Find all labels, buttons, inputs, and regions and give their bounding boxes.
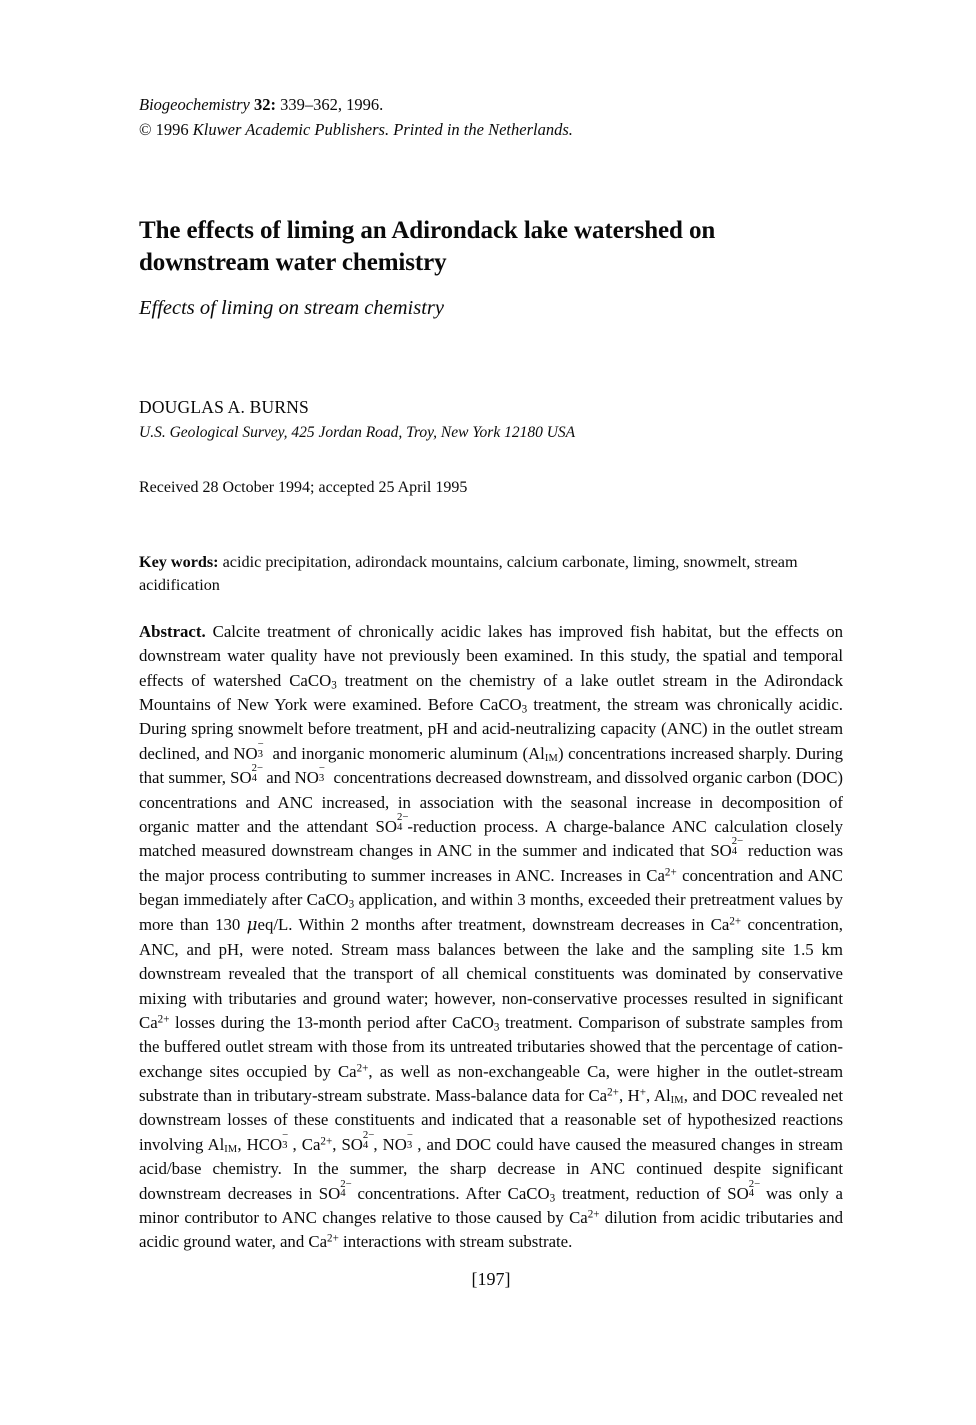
copyright-line [139, 117, 843, 142]
keywords-list: acidic precipitation, adirondack mountains, calcium carbonate, liming, snowmelt, stream acidification [139, 553, 798, 595]
abstract-label: Abstract. [139, 621, 206, 641]
title-block [139, 215, 843, 321]
copyright-year: 1996 [155, 120, 189, 140]
abstract-section [139, 620, 843, 1255]
author-name: DOUGLAS A. BURNS [139, 397, 309, 418]
publisher-name: Kluwer Academic Publishers. [192, 120, 390, 140]
journal-pages: 339–362, 1996. [280, 95, 384, 114]
journal-header [139, 92, 843, 142]
received-accepted-dates: Received 28 October 1994; accepted 25 April 1995 [139, 478, 468, 496]
author-block [139, 396, 843, 499]
journal-citation-line [139, 92, 843, 117]
keywords-label: Key words: [139, 553, 219, 571]
journal-volume: 32: [254, 95, 277, 114]
page-number-marker: [197] [471, 1268, 511, 1289]
copyright-icon: © [139, 120, 152, 140]
document-page [139, 0, 843, 1290]
printed-in-note: Printed in the Netherlands. [393, 120, 573, 140]
abstract-body: Calcite treatment of chronically acidic lakes has improved fish habitat, but the effects on downstream water quality have not previously been examined. In this study, the spatial and temporal effects of watershed CaCO$_3$ treatment on the chemistry of a lake outlet stream in the Adirondack Mountains of New York were examined. Before CaCO$_3$ treatment, the stream was chronically acidic. During spring snowmelt before treatment, pH and acid-neutralizing capacity (ANC) in the outlet stream declined, and NO − 3 and inorganic monomeric aluminum (AlIM) concentrations increased sharply. During that summer, SO 2− 4 and NO − 3 concentrations decreased downstream, and dissolved organic carbon (DOC) concentrations and ANC increased, in association with the seasonal increase in decomposition of organic matter and the attendant SO 2− 4 -reduction process. A charge-balance ANC calculation closely matched measured downstream changes in ANC in the summer and indicated that SO 2− 4 reduction was the major process contributing to summer increases in ANC. Increases in $Ca^{2+}$ concentration and ANC began immediately after CaCO$_3$ application, and within 3 months, exceeded their pretreatment values by more than 130 μeq/L. Within 2 months after treatment, downstream decreases in $Ca^{2+}$ concentration, ANC, and pH, were noted. Stream mass balances between the lake and the sampling site 1.5 km downstream revealed that the transport of all chemical constituents was dominated by conservative mixing with tributaries and ground water; however, non-conservative processes resulted in significant $Ca^{2+}$ losses during the 13-month period after CaCO$_3$ treatment. Comparison of substrate samples from the buffered outlet stream with those from its untreated tributaries showed that the percentage of cation-exchange sites occupied by $Ca^{2+}$, as well as non-exchangeable Ca, were higher in the outlet-stream substrate than in tributary-stream substrate. Mass-balance data for $Ca^{2+}$, H+, AlIM, and DOC revealed net downstream losses of these constituents and indicated that a reasonable set of hypothesized reactions involving AlIM, HCO − 3 , $Ca^{2+}$, SO 2− 4 , NO − 3 , and DOC could have caused the measured changes in stream acid/base chemistry. In the summer, the sharp decrease in ANC continued despite significant downstream decreases in SO 2− 4 concentrations. After CaCO$_3$ treatment, reduction of SO 2− 4 was only a minor contributor to ANC changes relative to those caused by $Ca^{2+}$ dilution from acidic tributaries and acidic ground water, and $Ca^{2+}$ interactions with stream substrate. [139, 621, 844, 1252]
author-affiliation: U.S. Geological Survey, 425 Jordan Road, Troy, New York 12180 USA [139, 423, 576, 441]
running-head-subtitle: Effects of liming on stream chemistry [139, 296, 444, 319]
keywords-section [139, 551, 843, 598]
journal-name: Biogeochemistry [139, 95, 250, 114]
page-title: The effects of liming an Adirondack lake watershed on downstream water chemistry [139, 217, 716, 276]
